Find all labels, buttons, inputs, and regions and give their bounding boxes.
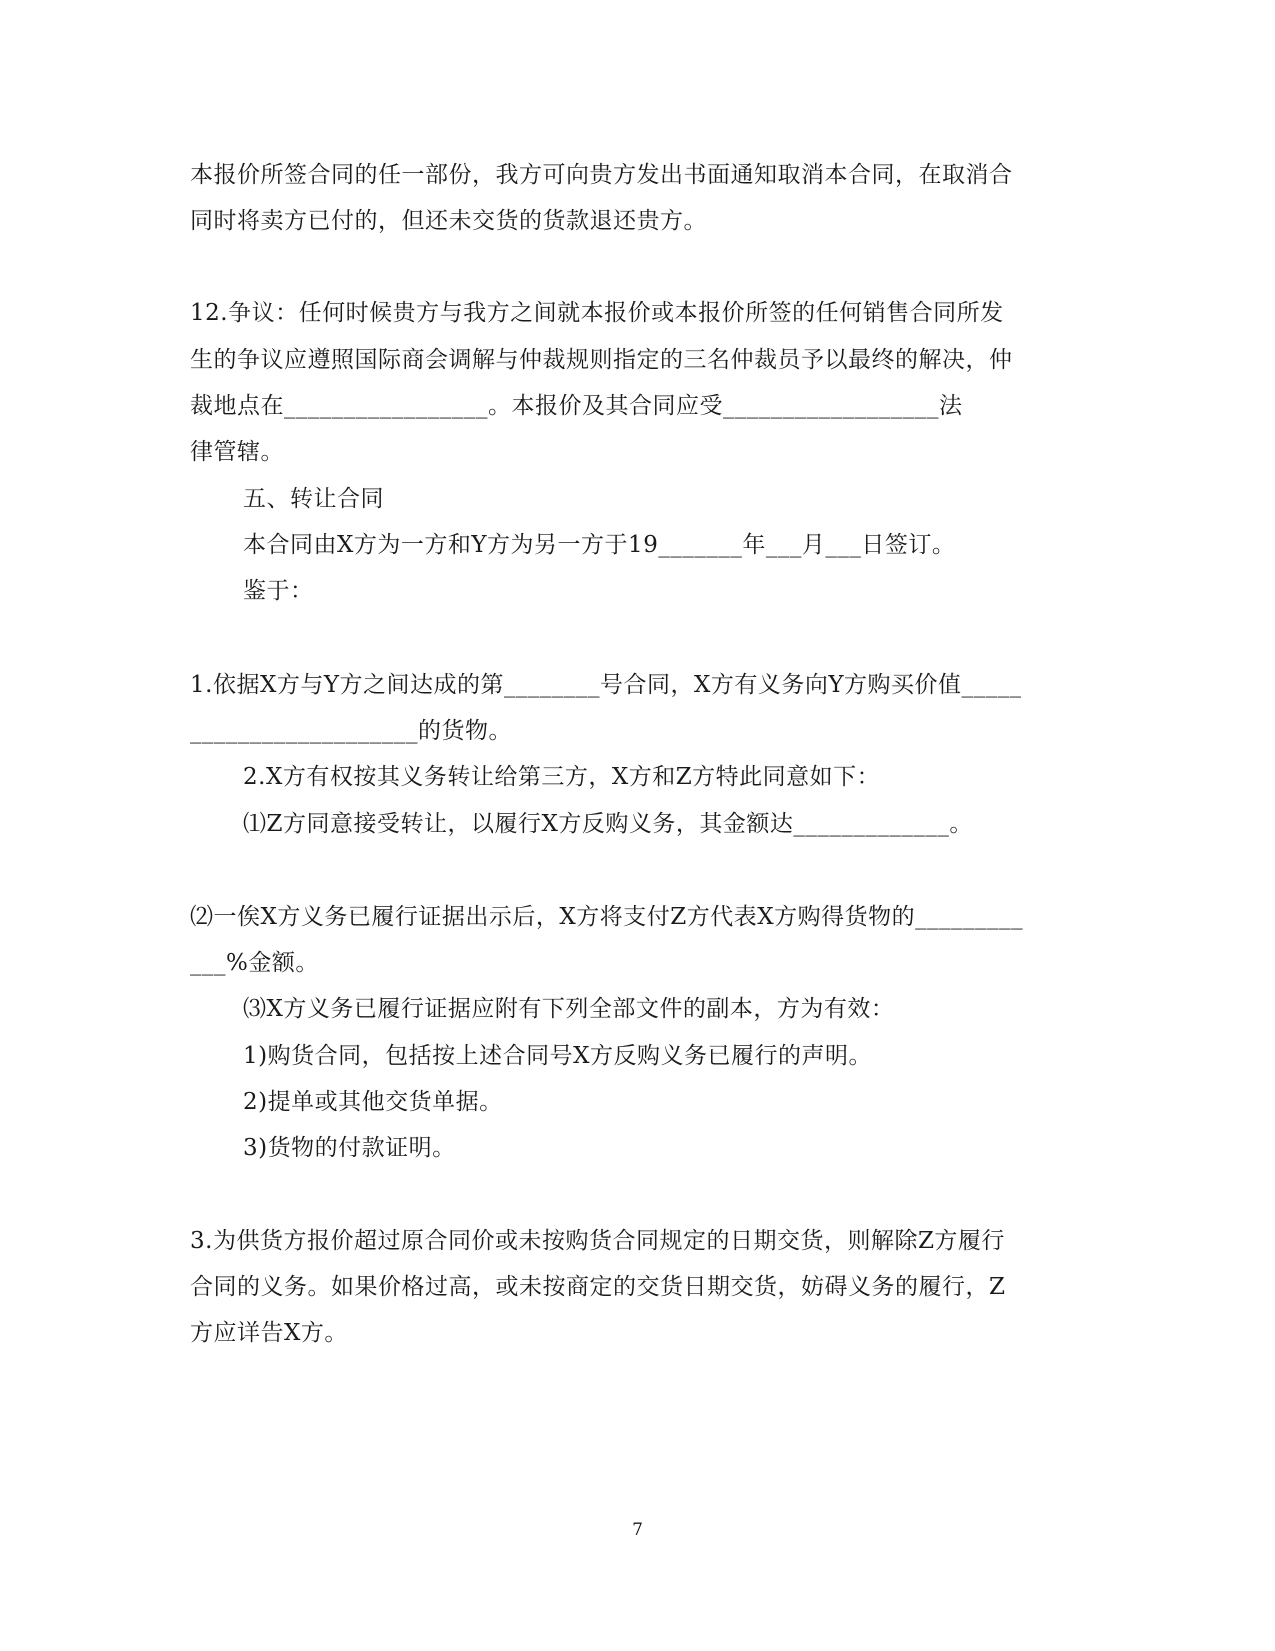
paragraph-line: 裁地点在_________________。本报价及其合同应受__________________法 (190, 393, 963, 419)
clause-12-line: 12.争议：任何时候贵方与我方之间就本报价或本报价所签的任何销售合同所发 (190, 300, 1004, 326)
sub-clause-line: ⑶X方义务已履行证据应附有下列全部文件的副本，方为有效： (243, 996, 895, 1022)
clause-2-line: 2.X方有权按其义务转让给第三方，X方和Z方特此同意如下： (243, 764, 881, 790)
paragraph-line: 本合同由X方为一方和Y方为另一方于19_______年___月___日签订。 (243, 532, 956, 558)
sub-clause-line: ⑴Z方同意接受转让，以履行X方反购义务，其金额达_____________。 (243, 811, 973, 837)
page-number: 7 (632, 1520, 643, 1540)
section-heading: 五、转让合同 (243, 486, 384, 512)
paragraph-line: 合同的义务。如果价格过高，或未按商定的交货日期交货，妨碍义务的履行，Z (190, 1274, 1006, 1300)
list-item: 3)货物的付款证明。 (243, 1135, 456, 1161)
list-item: 1)购货合同，包括按上述合同号X方反购义务已履行的声明。 (243, 1043, 872, 1069)
paragraph-line: 本报价所签合同的任一部份，我方可向贵方发出书面通知取消本合同，在取消合 (190, 162, 1013, 188)
paragraph-line: 生的争议应遵照国际商会调解与仲裁规则指定的三名仲裁员予以最终的解决，仲 (190, 347, 1013, 373)
paragraph-line: ___%金额。 (190, 950, 319, 976)
clause-1-line: 1.依据X方与Y方之间达成的第________号合同，X方有义务向Y方购买价值_____ (190, 672, 1022, 698)
paragraph-line: ___________________的货物。 (190, 718, 512, 744)
clause-3-line: 3.为供货方报价超过原合同价或未按购货合同规定的日期交货，则解除Z方履行 (190, 1228, 1005, 1254)
sub-clause-line: ⑵一俟X方义务已履行证据出示后，X方将支付Z方代表X方购得货物的_________ (190, 904, 1024, 930)
list-item: 2)提单或其他交货单据。 (243, 1089, 503, 1115)
paragraph-line: 鉴于： (243, 578, 314, 604)
paragraph-line: 同时将卖方已付的，但还未交货的货款退还贵方。 (190, 208, 707, 234)
paragraph-line: 方应详告X方。 (190, 1320, 348, 1346)
paragraph-line: 律管辖。 (190, 439, 284, 465)
